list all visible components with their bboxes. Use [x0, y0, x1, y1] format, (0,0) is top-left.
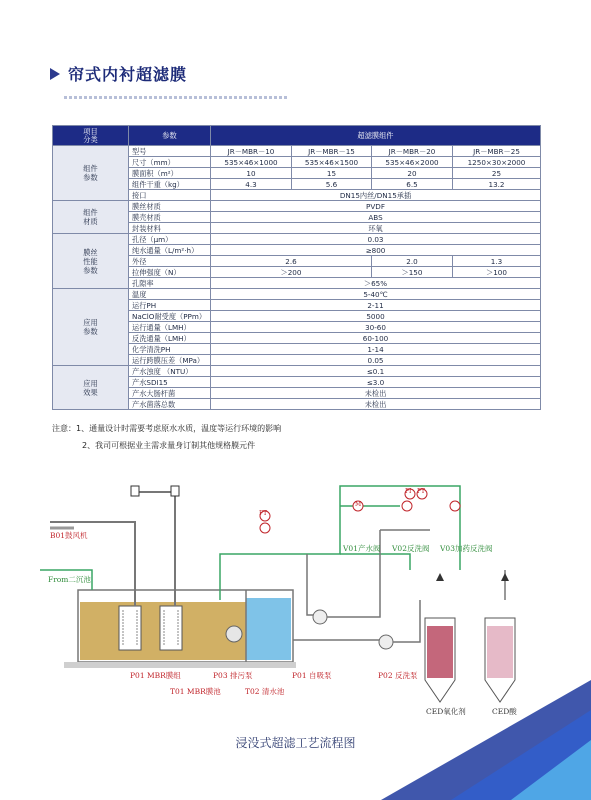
label-pt: PT: [417, 488, 426, 495]
table-row: [53, 366, 541, 377]
value-cell: JR－MBR－25: [453, 146, 541, 157]
param-cell: 膜壳材质: [129, 212, 211, 223]
spec-table: [52, 125, 541, 410]
value-cell: 60-100: [211, 333, 541, 344]
label-p02: P02 反洗泵: [378, 671, 418, 680]
param-cell: 型号: [129, 146, 211, 157]
label-p01-mbr: P01 MBR膜组: [130, 671, 181, 680]
value-cell: 15: [292, 168, 372, 179]
value-cell: ≥800: [211, 245, 541, 256]
table-row: [53, 201, 541, 212]
param-cell: 温度: [129, 289, 211, 300]
value-cell: 1250×30×2000: [453, 157, 541, 168]
value-cell: 环氧: [211, 223, 541, 234]
value-cell: 2.6: [211, 256, 372, 267]
table-header-row: [53, 126, 541, 146]
label-v03: V03加药反洗阀: [440, 544, 493, 553]
table-row: [53, 146, 541, 157]
value-cell: ＞200: [211, 267, 372, 278]
valve-v02: [402, 501, 412, 511]
label-from: From二沉池: [48, 575, 91, 584]
value-cell: 未检出: [211, 388, 541, 399]
diagram-caption: 浸没式超滤工艺流程图: [235, 736, 356, 750]
membrane-module-1: [119, 606, 141, 650]
value-cell: 535×46×1500: [292, 157, 372, 168]
param-cell: 组件干重（kg）: [129, 179, 211, 190]
param-cell: 尺寸（mm）: [129, 157, 211, 168]
value-cell: 10: [211, 168, 292, 179]
drain-pump-icon: [226, 626, 242, 642]
value-cell: 未检出: [211, 399, 541, 410]
category-cell: 组件 材质: [53, 201, 129, 234]
value-cell: DN15内丝/DN15承插: [211, 190, 541, 201]
category-cell: 应用 效果: [53, 366, 129, 410]
valve-v03: [450, 501, 460, 511]
value-cell: 1-14: [211, 344, 541, 355]
param-cell: 膜面积（m²）: [129, 168, 211, 179]
label-ft: FT: [259, 510, 268, 517]
value-cell: 20: [372, 168, 453, 179]
param-cell: 运行跨膜压差（MPa）: [129, 355, 211, 366]
param-cell: 运行通量（LMH）: [129, 322, 211, 333]
param-cell: 运行PH: [129, 300, 211, 311]
label-v02: V02反洗阀: [392, 544, 430, 553]
param-cell: 接口: [129, 190, 211, 201]
param-cell: 封装材料: [129, 223, 211, 234]
value-cell: 1.3: [453, 256, 541, 267]
param-cell: 外径: [129, 256, 211, 267]
value-cell: 535×46×1000: [211, 157, 292, 168]
label-m: M: [355, 501, 362, 508]
param-cell: 孔径（μm）: [129, 234, 211, 245]
category-cell: 膜丝 性能 参数: [53, 234, 129, 289]
value-cell: JR－MBR－20: [372, 146, 453, 157]
value-cell: ABS: [211, 212, 541, 223]
corner-decoration: [341, 680, 591, 800]
param-cell: 拉伸强度（N）: [129, 267, 211, 278]
label-pi: PI: [405, 488, 412, 495]
category-cell: 组件 参数: [53, 146, 129, 201]
label-p01-self: P01 自吸泵: [292, 671, 332, 680]
clean-water-tank-water: [246, 598, 291, 660]
param-cell: 膜丝材质: [129, 201, 211, 212]
tank-base: [64, 662, 296, 668]
value-cell: 25: [453, 168, 541, 179]
page-title: 帘式内衬超滤膜: [68, 65, 188, 84]
value-cell: JR－MBR－10: [211, 146, 292, 157]
param-cell: NaClO耐受度（PPm）: [129, 311, 211, 322]
self-priming-pump-icon: [313, 610, 327, 624]
title-underline: [64, 96, 288, 99]
label-ced-ox: CED氧化剂: [426, 707, 466, 716]
param-cell: 产水菌落总数: [129, 399, 211, 410]
label-b01: B01鼓风机: [50, 531, 88, 540]
label-ced-acid: CED酸: [492, 707, 517, 716]
label-t01: T01 MBR膜池: [170, 687, 221, 696]
value-cell: PVDF: [211, 201, 541, 212]
value-cell: 2.0: [372, 256, 453, 267]
header-category: 项目 分类: [53, 126, 129, 146]
param-cell: 纯水通量（L/m²·h）: [129, 245, 211, 256]
value-cell: 30-60: [211, 322, 541, 333]
value-cell: 0.03: [211, 234, 541, 245]
value-cell: 5.6: [292, 179, 372, 190]
title-arrow-icon: [50, 68, 60, 80]
label-p03: P03 排污泵: [213, 671, 253, 680]
param-cell: 化学清洗PH: [129, 344, 211, 355]
value-cell: ＞150: [372, 267, 453, 278]
value-cell: 535×46×2000: [372, 157, 453, 168]
param-cell: 产水SDI15: [129, 377, 211, 388]
category-cell: 应用 参数: [53, 289, 129, 366]
membrane-module-2: [160, 606, 182, 650]
value-cell: JR－MBR－15: [292, 146, 372, 157]
value-cell: ≤3.0: [211, 377, 541, 388]
value-cell: 4.3: [211, 179, 292, 190]
header-module: 超滤膜组件: [211, 126, 541, 146]
label-t02: T02 清水池: [245, 687, 285, 696]
backwash-pump-icon: [379, 635, 393, 649]
value-cell: 6.5: [372, 179, 453, 190]
note-2: 2、我司可根据业主需求量身订制其他规格膜元件: [82, 441, 256, 450]
value-cell: ＞100: [453, 267, 541, 278]
value-cell: 5-40℃: [211, 289, 541, 300]
label-v01: V01产水阀: [343, 544, 381, 553]
value-cell: 5000: [211, 311, 541, 322]
param-cell: 反洗通量（LMH）: [129, 333, 211, 344]
value-cell: 0.05: [211, 355, 541, 366]
value-cell: 2-11: [211, 300, 541, 311]
notes: [52, 420, 281, 454]
value-cell: 13.2: [453, 179, 541, 190]
param-cell: 孔隙率: [129, 278, 211, 289]
value-cell: ≤0.1: [211, 366, 541, 377]
table-row: [53, 234, 541, 245]
table-row: [53, 289, 541, 300]
param-cell: 产水浊度 （NTU）: [129, 366, 211, 377]
header-param: 参数: [129, 126, 211, 146]
param-cell: 产水大肠杆菌: [129, 388, 211, 399]
value-cell: ＞65%: [211, 278, 541, 289]
note-1: 注意：1、通量设计时需要考虑原水水质，温度等运行环境的影响: [52, 424, 282, 433]
